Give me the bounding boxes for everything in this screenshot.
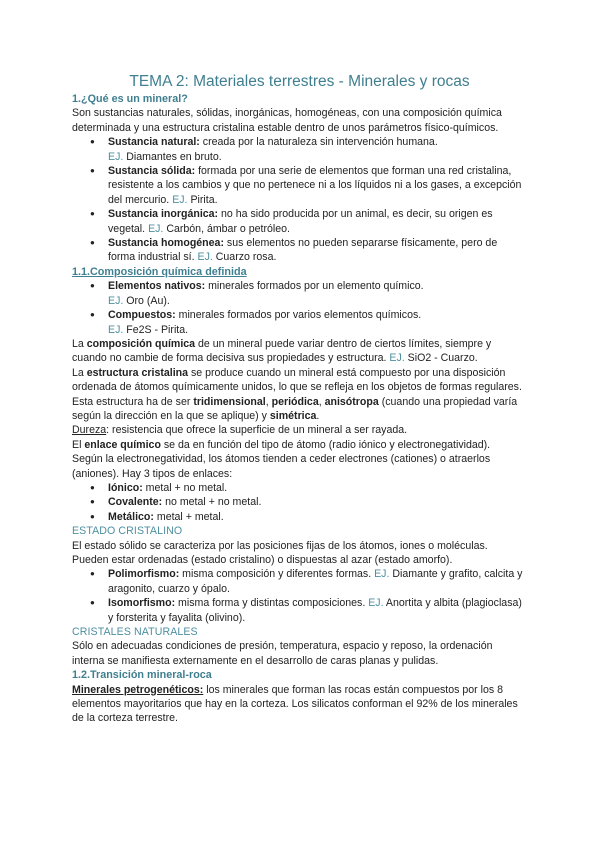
list-item bbox=[108, 207, 527, 236]
text: La bbox=[72, 337, 87, 350]
term: Minerales petrogenéticos: bbox=[72, 683, 204, 696]
list-item bbox=[108, 510, 527, 524]
estado-list bbox=[72, 567, 527, 625]
text: El bbox=[72, 438, 85, 451]
example: Anortita y albita (plagioclasa) y forsterita y fayalita (olivino). bbox=[108, 597, 522, 624]
definition: metal + metal. bbox=[153, 510, 224, 523]
section-heading-1: 1.¿Qué es un mineral? bbox=[72, 93, 188, 105]
term: Isomorfismo: bbox=[108, 597, 176, 610]
definition: minerales formados por un elemento químico. bbox=[205, 280, 424, 293]
petrogeneticos-paragraph bbox=[72, 683, 527, 726]
term: Polimorfismo: bbox=[108, 568, 180, 581]
term: Sustancia sólida: bbox=[108, 165, 196, 178]
term: Elementos nativos: bbox=[108, 280, 206, 293]
term: Covalente: bbox=[108, 496, 163, 509]
example: Pirita. bbox=[187, 193, 218, 206]
text: : resistencia que ofrece la superficie de un mineral a ser rayada. bbox=[106, 424, 408, 437]
example: Cuarzo rosa. bbox=[212, 251, 277, 264]
page-title: TEMA 2: Materiales terrestres - Minerales y rocas bbox=[129, 73, 470, 90]
example: Fe2S - Pirita. bbox=[123, 323, 189, 336]
term: Sustancia inorgánica: bbox=[108, 208, 219, 221]
enlace-paragraph bbox=[72, 438, 527, 452]
cristales-paragraph: Sólo en adecuadas condiciones de presión, temperatura, espacio y reposo, la ordenación interna se manifiesta externamente en el desarrollo de caras planas y pulidas. bbox=[72, 640, 493, 667]
example: Oro (Au). bbox=[123, 294, 170, 307]
dureza-paragraph bbox=[72, 423, 527, 437]
composition-list bbox=[72, 279, 527, 337]
example-label: EJ. bbox=[148, 222, 164, 235]
mineral-properties-list bbox=[72, 135, 527, 265]
definition: metal + no metal. bbox=[142, 481, 228, 494]
text: . bbox=[316, 409, 320, 422]
definition: no ha sido producida por un animal, es decir, su origen es vegetal. bbox=[108, 208, 493, 235]
subheading-estado-cristalino: ESTADO CRISTALINO bbox=[72, 525, 183, 538]
example: SiO2 - Cuarzo. bbox=[404, 352, 478, 365]
text: los minerales que forman las rocas están compuestos por los 8 elementos mayoritarios que hay en la corteza. Los silicatos conforman el 92% de los minerales de la corteza terrestre. bbox=[72, 683, 518, 725]
estado-paragraph: El estado sólido se caracteriza por las posiciones fijas de los átomos, iones o moléculas. Pueden estar ordenadas (estado cristalino) o dispuestas al azar (estado amorfo). bbox=[72, 539, 488, 566]
term: periódica bbox=[271, 395, 319, 408]
list-item bbox=[108, 236, 527, 265]
term: Metálico: bbox=[108, 510, 154, 523]
term: composición química bbox=[86, 337, 196, 350]
example-label: EJ. bbox=[108, 323, 124, 336]
composition-paragraph bbox=[72, 337, 527, 366]
list-item bbox=[108, 279, 527, 308]
example-label: EJ. bbox=[108, 150, 124, 163]
definition: misma forma y distintas composiciones. bbox=[175, 597, 369, 610]
list-item bbox=[108, 596, 527, 625]
definition: no metal + no metal. bbox=[162, 496, 262, 509]
term: Dureza bbox=[72, 424, 107, 437]
example-label: EJ. bbox=[172, 193, 188, 206]
list-item bbox=[108, 164, 527, 207]
text: , bbox=[265, 395, 272, 408]
list-item bbox=[108, 308, 527, 337]
example: Carbón, ámbar o petróleo. bbox=[163, 222, 290, 235]
text: , bbox=[318, 395, 325, 408]
section-heading-1-2: 1.2.Transición mineral-roca bbox=[72, 669, 212, 682]
text: se da en función del tipo de átomo (radio iónico y electronegatividad). bbox=[160, 438, 491, 451]
example-label: EJ. bbox=[368, 597, 384, 610]
example-label: EJ. bbox=[374, 568, 390, 581]
definition: misma composición y diferentes formas. bbox=[179, 568, 375, 581]
list-item bbox=[108, 481, 527, 495]
term: tridimensional bbox=[193, 395, 266, 408]
text: La bbox=[72, 366, 87, 379]
example-label: EJ. bbox=[389, 352, 405, 365]
term: anisótropa bbox=[324, 395, 379, 408]
term: Iónico: bbox=[108, 481, 143, 494]
definition: creada por la naturaleza sin intervención humana. bbox=[199, 136, 438, 149]
definition: formada por una serie de elementos que forman una red cristalina, resistente a los cambios y que no pertenece ni a los líquidos ni a los gases, a excepción del mercurio. bbox=[108, 165, 522, 206]
example-label: EJ. bbox=[108, 294, 124, 307]
section-heading-1-1: 1.1.Composición química definida bbox=[72, 265, 247, 278]
section-1-intro: Son sustancias naturales, sólidas, inorgánicas, homogéneas, con una composición química determinada y una estructura cristalina estable dentro de unos parámetros físico-químicos. bbox=[72, 107, 502, 134]
bond-types-list bbox=[72, 481, 527, 524]
example: Diamantes en bruto. bbox=[123, 150, 222, 163]
electronegativity-paragraph: Según la electronegatividad, los átomos tienden a ceder electrones (cationes) o atraerlos (aniones). Hay 3 tipos de enlaces: bbox=[72, 453, 491, 480]
subheading-cristales-naturales: CRISTALES NATURALES bbox=[72, 626, 198, 639]
list-item bbox=[108, 135, 527, 164]
definition: sus elementos no pueden separarse físicamente, pero de forma industrial sí. bbox=[108, 237, 498, 264]
example: Diamante y grafito, calcita y aragonito, cuarzo y ópalo. bbox=[108, 568, 523, 595]
text: se produce cuando un mineral está compuesto por una disposición ordenada de átomos químicamente unidos, lo que se refleja en los objetos de formas regulares. Esta estructura ha de ser bbox=[72, 366, 522, 408]
term: estructura cristalina bbox=[86, 366, 189, 379]
structure-paragraph bbox=[72, 366, 527, 424]
term: simétrica bbox=[269, 409, 317, 422]
definition: minerales formados por varios elementos químicos. bbox=[175, 309, 422, 322]
term: Sustancia natural: bbox=[108, 136, 200, 149]
text: (cuando una propiedad varía según la dirección en la que se aplique) y bbox=[72, 395, 518, 422]
term: Compuestos: bbox=[108, 309, 176, 322]
term: enlace químico bbox=[84, 438, 161, 451]
list-item bbox=[108, 495, 527, 509]
term: Sustancia homogénea: bbox=[108, 237, 224, 250]
list-item bbox=[108, 567, 527, 596]
document-page bbox=[72, 72, 527, 726]
text: de un mineral puede variar dentro de ciertos límites, siempre y cuando no cambie de forma decisiva sus propiedades y estructura. bbox=[72, 337, 492, 365]
example-label: EJ. bbox=[197, 251, 213, 264]
